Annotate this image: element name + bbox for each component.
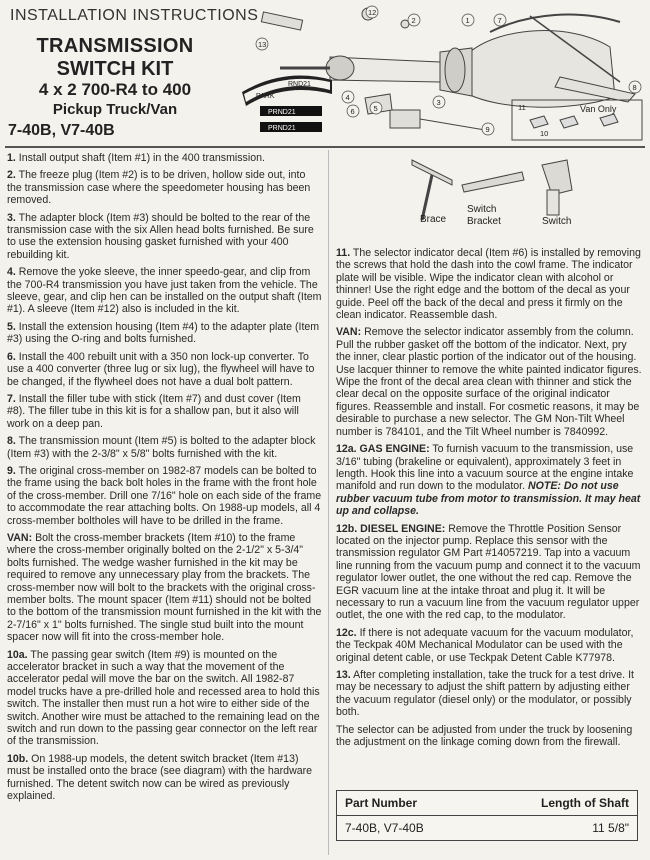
callout-3: 3 — [436, 98, 441, 107]
instruction-step — [7, 152, 322, 164]
instruction-step — [7, 169, 322, 206]
step-number: 4. — [7, 266, 16, 279]
step-text: If there is not adequate vacuum for the vacuum modulator, the Teckpak 40M Mechanical Modulator can be used with the original detent cable, or use Teckpak Detent Cable K77978. — [336, 626, 634, 664]
step-text: Install the extension housing (Item #4) to the adapter plate (Item #3) using the O-ring and bolts furnished. — [7, 320, 320, 346]
gear-label-strip1: PRND21 — [268, 109, 296, 116]
instruction-step — [336, 443, 643, 517]
step-number: 8. — [7, 435, 16, 448]
step-text: Remove the yoke sleeve, the inner speedo-gear, and clip from the 700-R4 transmission you have just taken from the vehicle. The sleeve, gear, and clip hen can be installed on the output shaft (Item #1). A sleeve (Item #12) also is included in the kit. — [7, 266, 322, 316]
table-col-length: Length of Shaft — [541, 796, 629, 810]
step-text: Remove the Throttle Position Sensor located on the injector pump. Replace this sensor with the transmission regulator GM Part #14057219. Tap into a vacuum line running from the vacuum pump and connect it to the vacuum regulator lower outlet, the one without the red cap. Remove the EGR vacuum line at the intake throat and plug it. It will be necessary to run a vacuum line from the vacuum regulator upper outlet, the one with the red cap, to the modulator. — [336, 522, 641, 622]
switch-label: Switch — [542, 216, 572, 227]
column-divider — [328, 150, 329, 855]
step-number: VAN: — [7, 531, 33, 544]
callout-8: 8 — [632, 83, 637, 92]
gear-label-rnd21: RND21 — [288, 81, 311, 88]
table-col-part: Part Number — [345, 796, 418, 810]
instruction-step — [336, 247, 643, 321]
step-text: The transmission mount (Item #5) is bolted to the adapter block (Item #3) with the 2-3/8" x 5/8" bolts furnished with the kit. — [7, 435, 316, 460]
step-text: The adapter block (Item #3) should be bolted to the rear of the transmission case with the six Allen head bolts furnished. Be sure to use the extension housing gasket furnished with your 400 rebuilding kit. — [7, 211, 314, 261]
step-text: The original cross-member on 1982-87 models can be bolted to the frame using the back bolt holes in the frame with the front hole of the cross-member. Drill one 7/16" hole on each side of the frame to accommodate the rear attaching bolts. On 1988-up models, all 4 cross-member boltholes will have to be drilled in the frame. — [7, 464, 322, 527]
step-text: The selector indicator decal (Item #6) is installed by removing the screws that hold the dash into the cowl frame. The indicator plate will be visible. Wipe the indicator clean with alcohol or thinner! Use the right edge and the bottom of the decal as your guide. Peel off the back of the decal and press it firmly on the clean indicator. Reassemble dash. — [336, 247, 641, 322]
step-number: 10a. — [7, 648, 28, 661]
callout-2: 2 — [411, 16, 416, 25]
step-text: To furnish vacuum to the transmission, use 3/16" tubing (brakeline or equivalent), approximately 3 feet in length. Hook this line into a vacuum source at the engine intake manifold and run down to the modulator. — [336, 443, 634, 493]
doc-title-line4: Pickup Truck/Van — [52, 101, 178, 118]
left-column — [7, 152, 322, 808]
step-number: 10b. — [7, 752, 29, 765]
callout-13: 13 — [258, 40, 267, 49]
callout-1: 1 — [465, 16, 470, 25]
step-text: Install the filler tube with stick (Item #7) and dust cover (Item #8). The filler tube in this kit is for a shallow pan, but it also will work on a deep pan. — [7, 392, 301, 430]
instruction-step — [336, 724, 643, 749]
doc-title-line3: 4 x 2 700-R4 to 400 — [38, 80, 192, 99]
right-column — [336, 247, 643, 753]
callout-6: 6 — [350, 107, 355, 116]
instruction-step — [336, 669, 643, 719]
gear-label-strip2: PRND21 — [268, 125, 296, 132]
step-number: 12c. — [336, 626, 357, 639]
doc-title-line1: TRANSMISSION — [36, 35, 194, 57]
table-cell-length: 11 5/8" — [592, 821, 629, 835]
instruction-step — [7, 435, 322, 460]
step-number: VAN: — [336, 326, 362, 339]
instruction-step — [7, 753, 322, 803]
callout-12: 12 — [368, 8, 377, 17]
transmission-diagram — [240, 2, 645, 144]
step-note: NOTE: Do not use rubber vacuum tube from motor to transmission. It may heat up and collapse. — [336, 480, 641, 518]
instruction-step — [7, 266, 322, 316]
step-number: 5. — [7, 320, 16, 333]
table-header — [337, 791, 637, 816]
instruction-step — [7, 321, 322, 346]
callout-11: 11 — [518, 103, 526, 112]
header — [0, 0, 650, 148]
step-text: The freeze plug (Item #2) is to be driven, hollow side out, into the transmission case where the speedometer housing has been removed. — [7, 169, 311, 207]
instruction-step — [7, 465, 322, 527]
gear-label-park: PARK — [256, 93, 275, 100]
step-text: The passing gear switch (Item #9) is mounted on the accelerator bracket in such a way that the movement of the accelerator pedal will move the bar on the switch. All 1982-87 model trucks have a pre-drilled hole and recessed area to hold this switch. The installer then must run a hot wire to either side of the switch. Another wire must be attached to the remaining lead on the switch and run down to the passing gear connector on the left rear of the transmission. — [7, 648, 320, 748]
step-text: Install the 400 rebuilt unit with a 350 non lock-up converter. To use a 400 converter (three lug or six lug), the flywheel will have to be changed, if the flywheel does not have a dual bolt pattern. — [7, 350, 315, 388]
callout-9: 9 — [485, 125, 490, 134]
step-number: 1. — [7, 152, 16, 164]
step-number: 9. — [7, 464, 16, 477]
header-divider — [5, 146, 645, 148]
table-cell-part: 7-40B, V7-40B — [345, 821, 424, 835]
instruction-step — [7, 212, 322, 262]
instruction-step — [336, 523, 643, 622]
callout-7: 7 — [497, 16, 502, 25]
doc-title-line2: SWITCH KIT — [56, 58, 174, 80]
callout-4: 4 — [345, 93, 350, 102]
step-text: On 1988-up models, the detent switch bracket (Item #13) must be installed onto the brace (see diagram) with the hardware furnished. The detent switch now can be wired as previously explained. — [7, 752, 313, 803]
step-number: 6. — [7, 350, 16, 363]
table-row — [337, 816, 637, 840]
brace-switch-diagram — [392, 150, 592, 240]
step-text: Bolt the cross-member brackets (Item #10) to the frame where the cross-member originally bolted on the 2-1/2" x 5-3/4" bolts furnished. The wedge washer furnished in the kit may be required to remove any unnecessary play from the brackets. The cross-member now will bolt to the brackets with the original cross-member bolts. The mount spacer (Item #11) should not be bolted to the bottom of the transmission mount furnished in the kit with the 2-7/16" x 1" bolts furnished. The single stud built into the mount spacer now will fit into the cross-member hole. — [7, 531, 322, 644]
instruction-step — [7, 351, 322, 388]
brace-label: Brace — [420, 214, 447, 225]
model-numbers: 7-40B, V7-40B — [8, 122, 115, 139]
callout-5: 5 — [373, 104, 378, 113]
step-number: 12a. GAS ENGINE: — [336, 443, 430, 456]
step-number: 3. — [7, 211, 16, 224]
instruction-step — [7, 649, 322, 748]
switch-bracket-label1: Switch — [467, 204, 497, 215]
step-text: Remove the selector indicator assembly from the column. Pull the rubber gasket off the bottom of the indicator. Next, pry the inner, clear plastic portion of the indicator out of the housing. Use lacquer thinner to remove the white painted indicator figures. Wipe the front of the decal area clean with thinner and stick the clear decal on the opposite surface of the original indicator figures. Reassemble and install. For cosmetic reasons, it may be desirable to purchase a new selector. The GM Non-Tilt Wheel number is 784101, and the Tilt Wheel number is 7840992. — [336, 326, 642, 438]
instruction-step — [7, 393, 322, 430]
shaft-length-table — [336, 790, 638, 841]
step-number: 13. — [336, 669, 351, 681]
callout-10: 10 — [540, 129, 549, 138]
van-only-label: Van Only — [580, 104, 617, 114]
instruction-step — [336, 326, 643, 438]
doc-kicker: INSTALLATION INSTRUCTIONS — [10, 7, 259, 24]
step-number: 7. — [7, 392, 16, 405]
instruction-step — [7, 532, 322, 644]
step-text: The selector can be adjusted from under the truck by loosening the adjustment on the linkage coming down from the firewall. — [336, 723, 633, 749]
switch-bracket-label2: Bracket — [467, 216, 501, 227]
instruction-step — [336, 627, 643, 664]
step-text: Install output shaft (Item #1) in the 400 transmission. — [18, 152, 265, 164]
step-number: 12b. DIESEL ENGINE: — [336, 522, 446, 535]
step-text: After completing installation, take the truck for a test drive. It may be necessary to adjust the shift pattern by adjusting either the vacuum regulator (diesel only) or the modulator, or possibly both. — [336, 669, 634, 719]
step-number: 11. — [336, 247, 351, 259]
step-number: 2. — [7, 169, 16, 182]
